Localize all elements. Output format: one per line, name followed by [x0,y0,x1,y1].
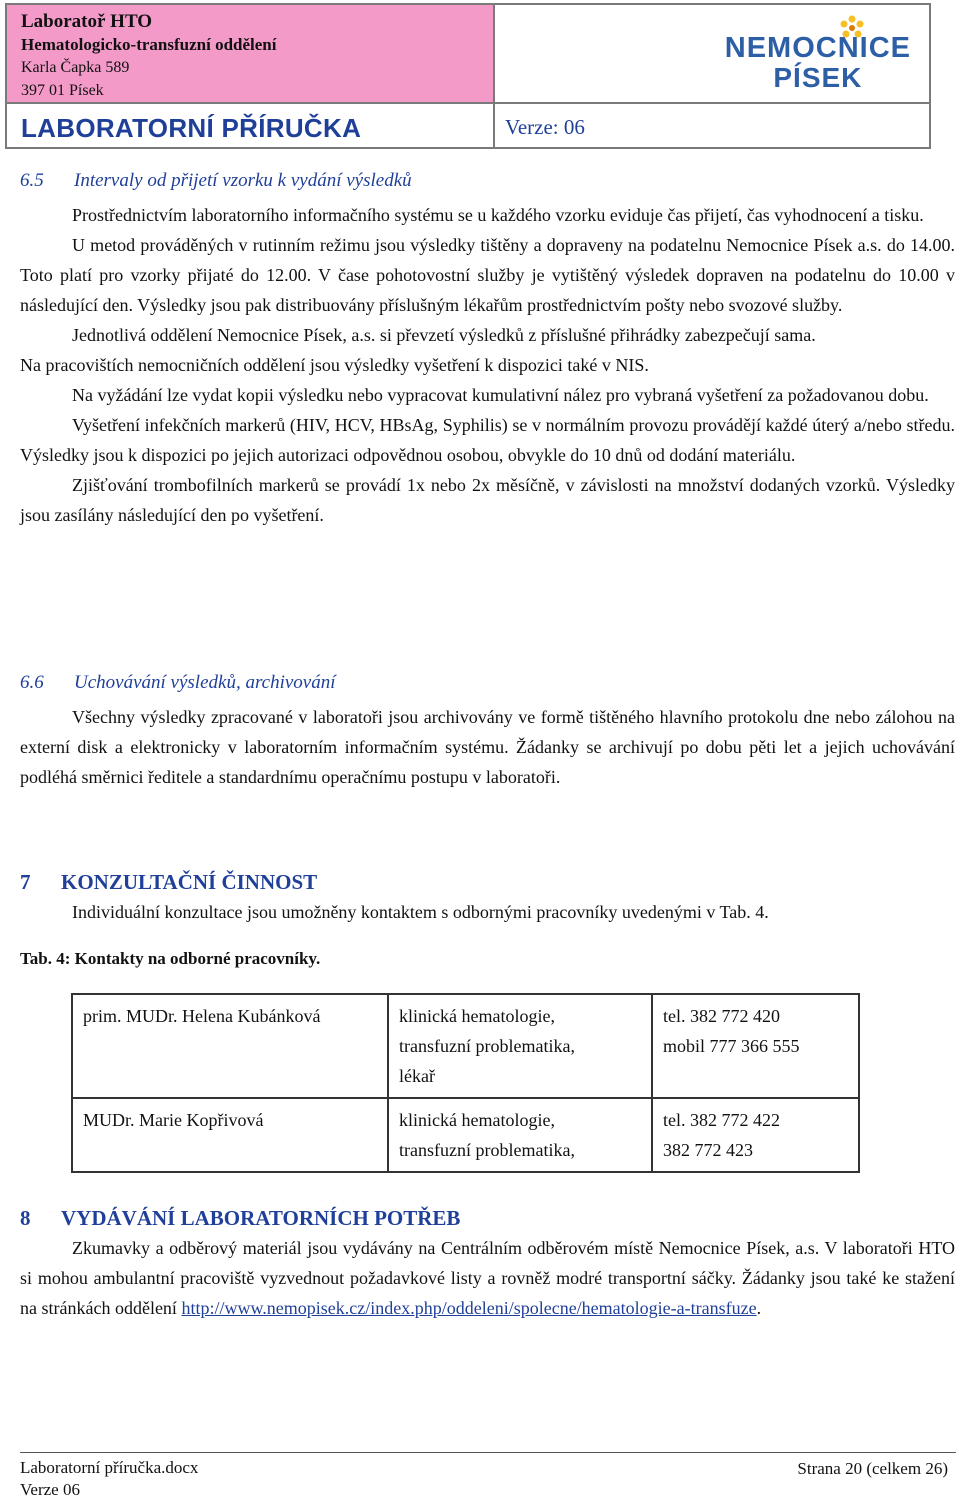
paragraph: Zkumavky a odběrový materiál jsou vydávány na Centrálním odběrovém místě Nemocnice Písek, a.s. V laboratoři HTO si mohou ambulantní pracoviště vyzvednout požadavkové listy a rovněž modré transportní sáčky. Žádanky jsou také ke stažení na stránkách oddělení http://www.nemopisek.cz/index.php/oddeleni/spolecne/hematologie-a-transfuze. [20,1238,955,1318]
contact-role: klinická hematologie, transfuzní problematika, [388,1098,652,1172]
table-caption: Tab. 4: Kontakty na odborné pracovníky. [20,949,321,968]
paragraph: Jednotlivá oddělení Nemocnice Písek, a.s. si převzetí výsledků z příslušné přihrádky zabezpečují sama. [72,325,816,345]
footer-filename: Laboratorní příručka.docx [20,1458,199,1477]
section-6-5 [20,170,955,530]
section-6-6-heading: 6.6 Uchovávání výsledků, archivování [20,672,336,693]
section-8-heading: 8 VYDÁVÁNÍ LABORATORNÍCH POTŘEB [20,1206,461,1230]
paragraph: Všechny výsledky zpracované v laboratoři jsou archivovány ve formě tištěného hlavního protokolu dne nebo zálohou na externí disk a elektronicky v laboratorním informačním systému. Žádanky se archivují po dobu pěti let a jejich uchovávání podléhá směrnici ředitele a standardnímu operačnímu postupu v laboratoři. [20,707,955,787]
hospital-logo [495,5,929,104]
section-6-6 [20,672,955,792]
contact-role: klinická hematologie, transfuzní problematika, lékař [388,994,652,1098]
table-row [72,994,859,1098]
department-name: Hematologicko-transfuzní oddělení [21,35,277,54]
lab-info-block [7,5,495,104]
hematology-page-link[interactable]: http://www.nemopisek.cz/index.php/oddeleni/spolecne/hematologie-a-transfuze [181,1298,757,1318]
footer-version: Verze 06 [20,1480,80,1499]
section-6-5-heading: 6.5 Intervaly od přijetí vzorku k vydání výsledků [20,170,412,191]
document-version: Verze: 06 [505,115,585,139]
section-7 [20,870,955,969]
section-8 [20,1206,955,1323]
document-title: LABORATORNÍ PŘÍRUČKA [7,104,495,149]
contacts-table [71,993,860,1173]
paragraph: Vyšetření infekčních markerů (HIV, HCV, HBsAg, Syphilis) se v normálním provozu provádějí každé úterý a/nebo středu. Výsledky jsou k dispozici po jejich autorizaci odpovědnou osobou, obvykle do 10 dnů od dodání materiálu. [20,415,955,465]
logo-wordmark: NEMOCNICE PÍSEK [724,32,911,93]
lab-name: Laboratoř HTO [21,11,153,32]
page-footer [20,1452,956,1501]
paragraph: Prostřednictvím laboratorního informačního systému se u každého vzorku eviduje čas přijetí, čas vyhodnocení a tisku. [72,205,924,225]
contact-phone: tel. 382 772 422 382 772 423 [652,1098,859,1172]
table-row [72,1098,859,1172]
section-7-heading: 7 KONZULTAČNÍ ČINNOST [20,870,318,894]
contact-name: prim. MUDr. Helena Kubánková [72,994,388,1098]
city-address: 397 01 Písek [21,82,104,99]
street-address: Karla Čapka 589 [21,59,130,76]
paragraph: Na pracovištích nemocničních oddělení jsou výsledky vyšetření k dispozici také v NIS. [20,355,649,375]
paragraph: Individuální konzultace jsou umožněny kontaktem s odbornými pracovníky uvedenými v Tab. 4. [72,902,769,922]
contact-name: MUDr. Marie Kopřivová [72,1098,388,1172]
document-header [5,3,931,149]
page-number: Strana 20 (celkem 26) [797,1459,948,1478]
paragraph: U metod prováděných v rutinním režimu jsou výsledky tištěny a dopraveny na podatelnu Nemocnice Písek a.s. do 14.00. Toto platí pro vzorky přijaté do 12.00. V čase pohotovostní služby je vytištěný výsledek dopraven na podatelnu do 10.00 v následující den. Výsledky jsou pak distribuovány příslušným lékařům prostřednictvím pošty nebo svozové služby. [20,235,955,315]
contact-phone: tel. 382 772 420 mobil 777 366 555 [652,994,859,1098]
paragraph: Zjišťování trombofilních markerů se provádí 1x nebo 2x měsíčně, v závislosti na množství dodaných vzorků. Výsledky jsou zasílány následující den po vyšetření. [20,475,955,525]
paragraph: Na vyžádání lze vydat kopii výsledku nebo vypracovat kumulativní nález pro vybraná vyšetření za požadovanou dobu. [72,385,929,405]
